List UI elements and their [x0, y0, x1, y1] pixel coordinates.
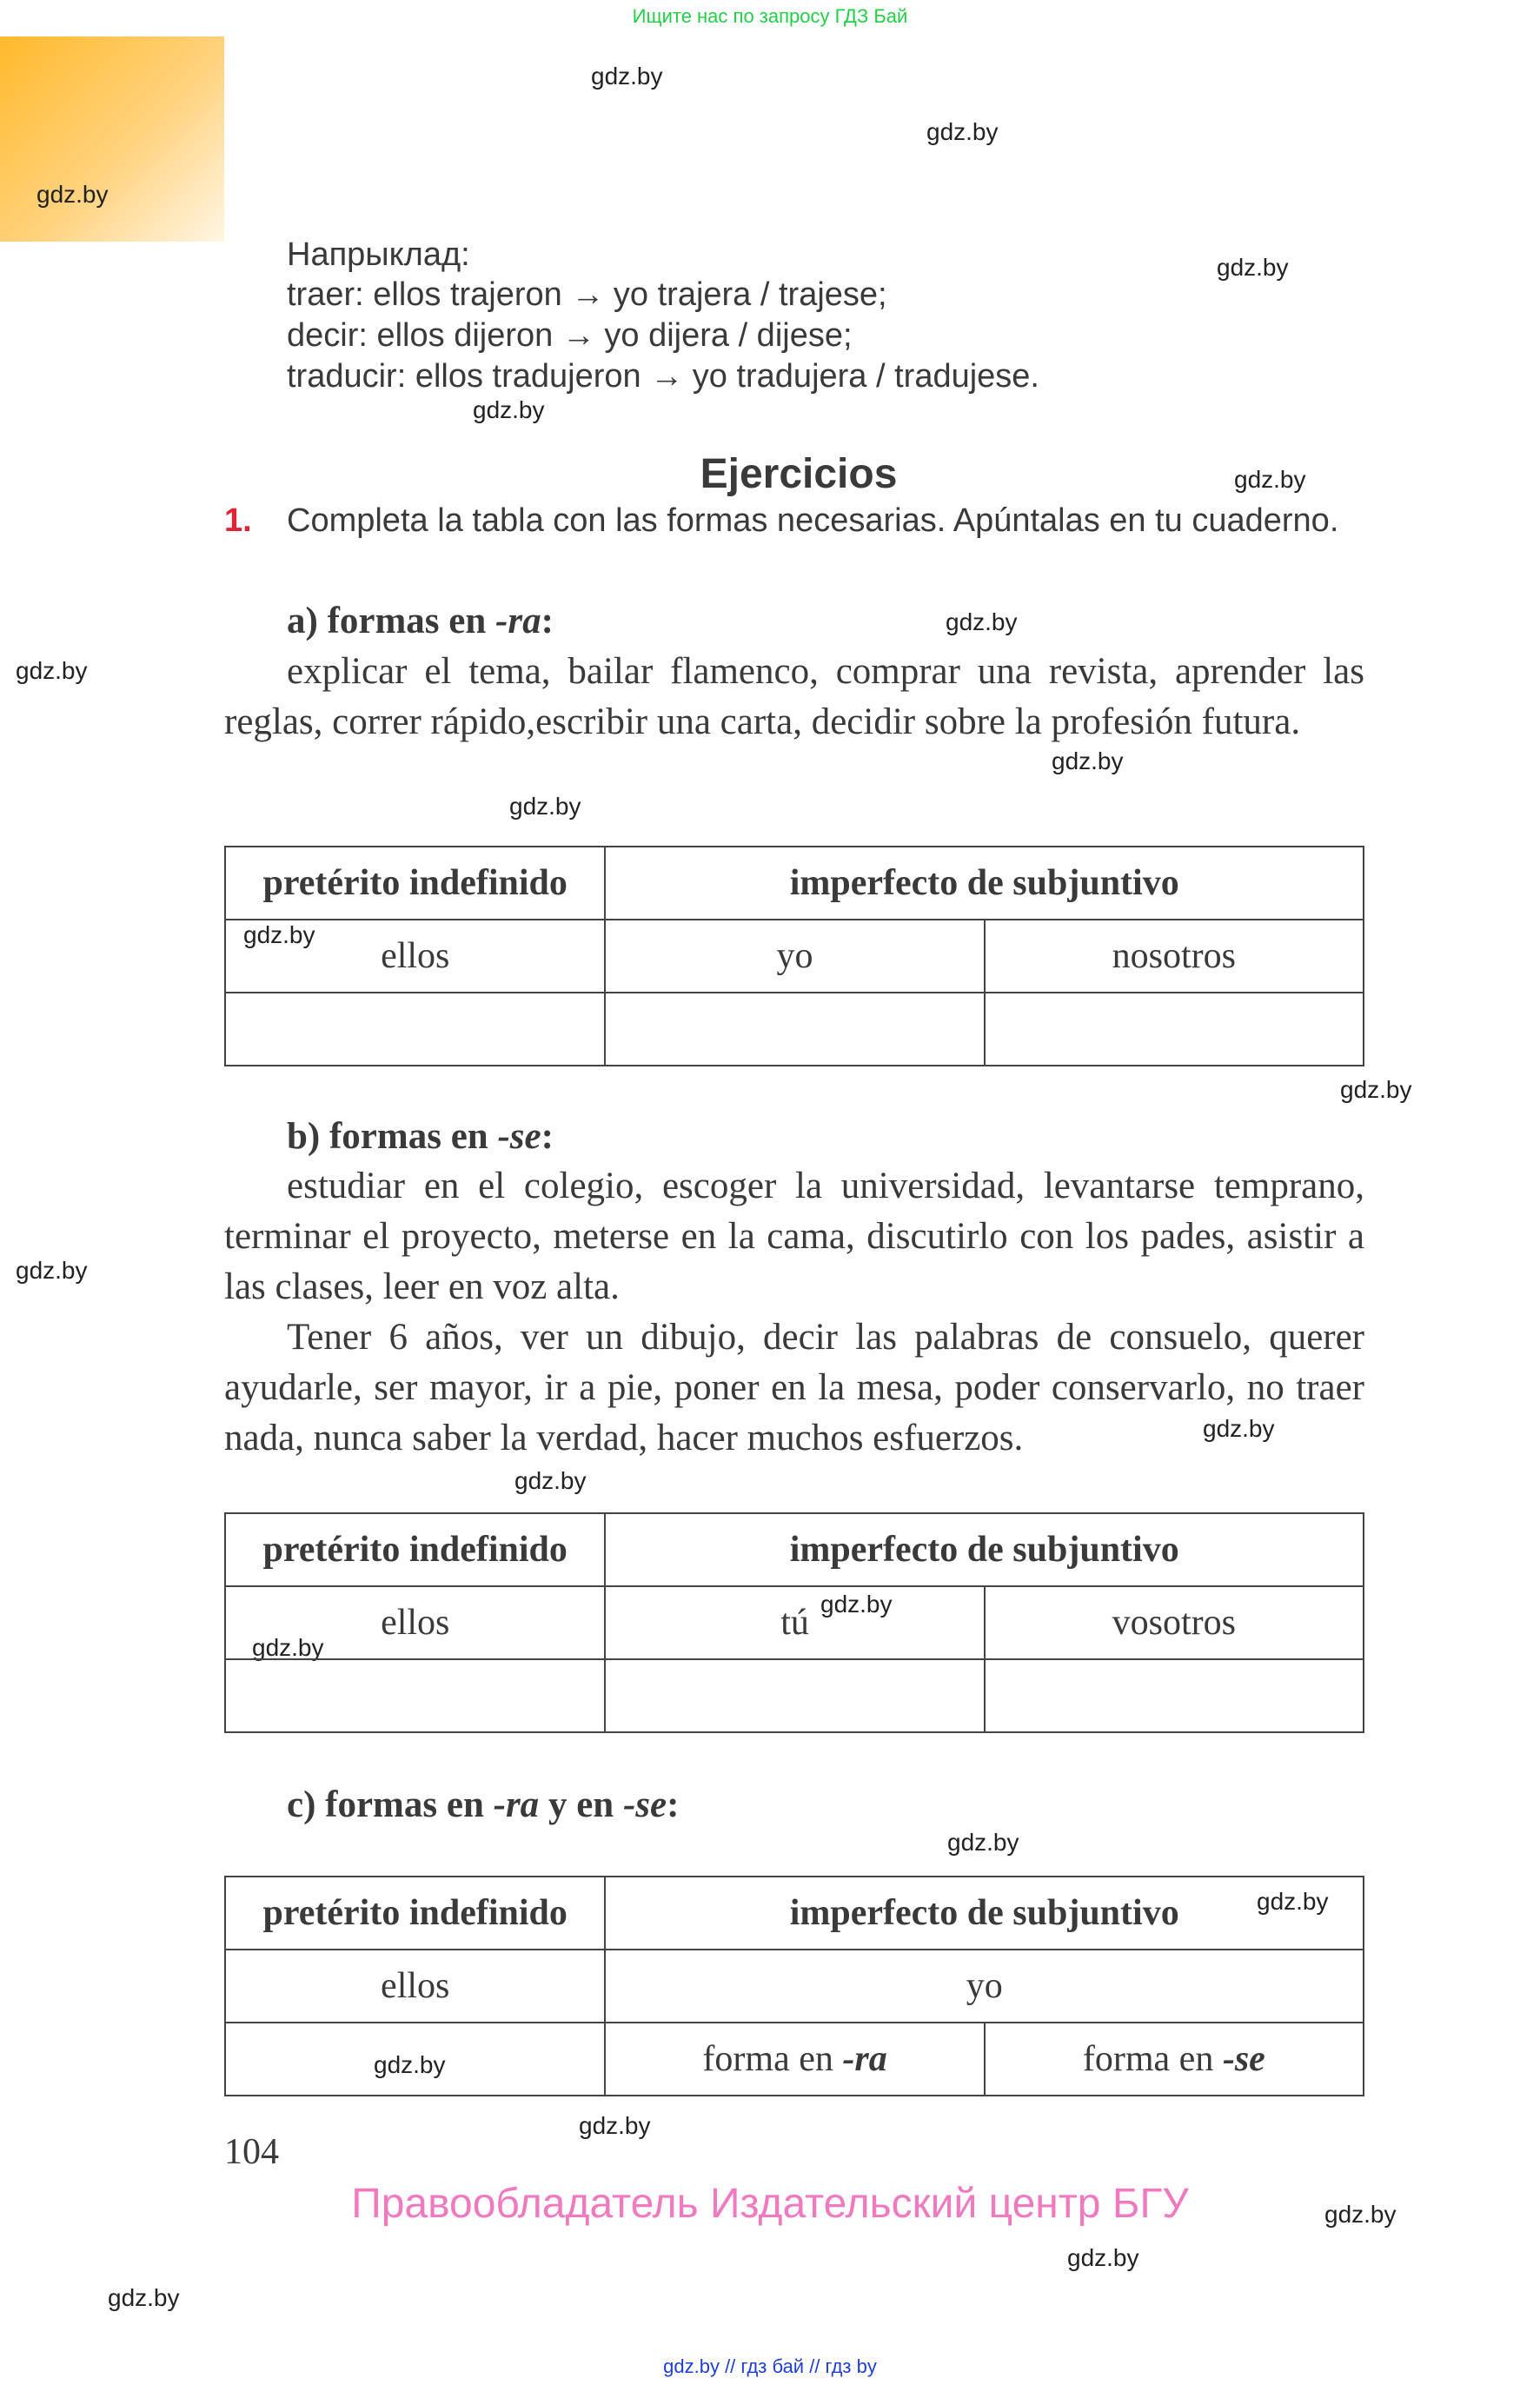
section-b-title: b) formas en -se: [287, 1116, 554, 1157]
watermark: gdz.by [16, 1257, 88, 1284]
table-cell-person: vosotros [985, 1586, 1364, 1659]
corner-decoration [0, 37, 224, 242]
table-cell-person: yo [605, 1950, 1364, 2023]
watermark: gdz.by [1217, 254, 1289, 281]
table-c [224, 1876, 1364, 2096]
table-cell-empty [225, 1659, 605, 1732]
exercise-instruction: Completa la tabla con las formas necesarias. Apúntalas en tu cuaderno. [287, 502, 1339, 539]
watermark: gdz.by [1340, 1076, 1412, 1103]
watermark: gdz.by [926, 118, 999, 145]
example-label: Напрыклад: [287, 236, 470, 273]
table-cell-empty [225, 993, 605, 1066]
watermark: gdz.by [1324, 2201, 1397, 2228]
watermark: gdz.by [947, 1829, 1019, 1856]
table-header-subjuntivo: imperfecto de subjuntivo [605, 847, 1364, 920]
section-b-text: estudiar en el colegio, escoger la universidad, levantarse temprano, terminar el proyecto, meterse en la cama, discutirlo con los pades, asistir a las clases, leer en voz alta. [224, 1166, 1364, 1307]
example-line: traducir: ellos tradujeron → yo tradujera / tradujese. [287, 358, 1039, 395]
watermark: gdz.by [1203, 1415, 1275, 1442]
example-line: decir: ellos dijeron → yo dijera / dijese; [287, 317, 853, 354]
section-c-title: c) formas en -ra y en -se: [287, 1784, 680, 1825]
top-banner[interactable]: Ищите нас по запросу ГДЗ Бай [632, 5, 908, 27]
watermark: gdz.by [946, 608, 1018, 635]
section-a-text: explicar el tema, bailar flamenco, comprar una revista, aprender las reglas, correr rápido,escribir una carta, decidir sobre la profesión futura. [224, 651, 1364, 742]
table-cell-empty [225, 2023, 605, 2096]
watermark: gdz.by [514, 1467, 587, 1494]
table-header-indefinido: pretérito indefinido [225, 1513, 605, 1586]
example-line: traer: ellos trajeron → yo trajera / trajese; [287, 276, 887, 313]
table-cell-empty [985, 1659, 1364, 1732]
watermark: gdz.by [1067, 2244, 1139, 2271]
watermark: gdz.by [1257, 1888, 1329, 1915]
table-cell-empty [985, 993, 1364, 1066]
table-cell-person: tú [605, 1586, 984, 1659]
copyright-notice: Правообладатель Издательский центр БГУ [351, 2181, 1189, 2227]
table-a [224, 846, 1364, 1066]
watermark: gdz.by [820, 1591, 893, 1618]
watermark: gdz.by [374, 2051, 446, 2078]
table-cell-person: yo [605, 920, 984, 993]
table-cell-empty [605, 1659, 984, 1732]
table-cell-person: ellos [225, 1586, 605, 1659]
table-header-indefinido: pretérito indefinido [225, 847, 605, 920]
table-cell-person: nosotros [985, 920, 1364, 993]
exercise-number: 1. [224, 502, 252, 539]
watermark: gdz.by [509, 793, 581, 820]
watermark: gdz.by [579, 2112, 651, 2139]
table-header-subjuntivo: imperfecto de subjuntivo [605, 1513, 1364, 1586]
section-b-text: Tener 6 años, ver un dibujo, decir las palabras de consuelo, querer ayudarle, ser mayor, ir a pie, poner en la mesa, poder conservarlo, no traer nada, nunca saber la verdad, hacer muchos esfuerzos. [224, 1317, 1364, 1458]
watermark: gdz.by [37, 181, 109, 208]
section-heading: Ejercicios [700, 451, 898, 497]
watermark: gdz.by [1234, 466, 1306, 493]
table-header-subjuntivo: imperfecto de subjuntivo [605, 1877, 1364, 1950]
table-b [224, 1512, 1364, 1733]
table-cell-empty [605, 993, 984, 1066]
table-cell-person: ellos [225, 1950, 605, 2023]
table-cell-person: ellos [225, 920, 605, 993]
watermark: gdz.by [252, 1634, 324, 1661]
bottom-links[interactable]: gdz.by // гдз бай // гдз by [663, 2355, 877, 2377]
watermark: gdz.by [243, 921, 315, 948]
watermark: gdz.by [108, 2284, 180, 2311]
watermark: gdz.by [473, 396, 545, 423]
table-header-indefinido: pretérito indefinido [225, 1877, 605, 1950]
watermark: gdz.by [16, 657, 88, 684]
table-cell-form-se: forma en -se [985, 2023, 1364, 2096]
page-number: 104 [224, 2132, 279, 2172]
section-a-title: a) formas en -ra: [287, 601, 554, 641]
table-cell-form-ra: forma en -ra [605, 2023, 984, 2096]
watermark: gdz.by [1052, 747, 1124, 774]
watermark: gdz.by [591, 63, 663, 90]
